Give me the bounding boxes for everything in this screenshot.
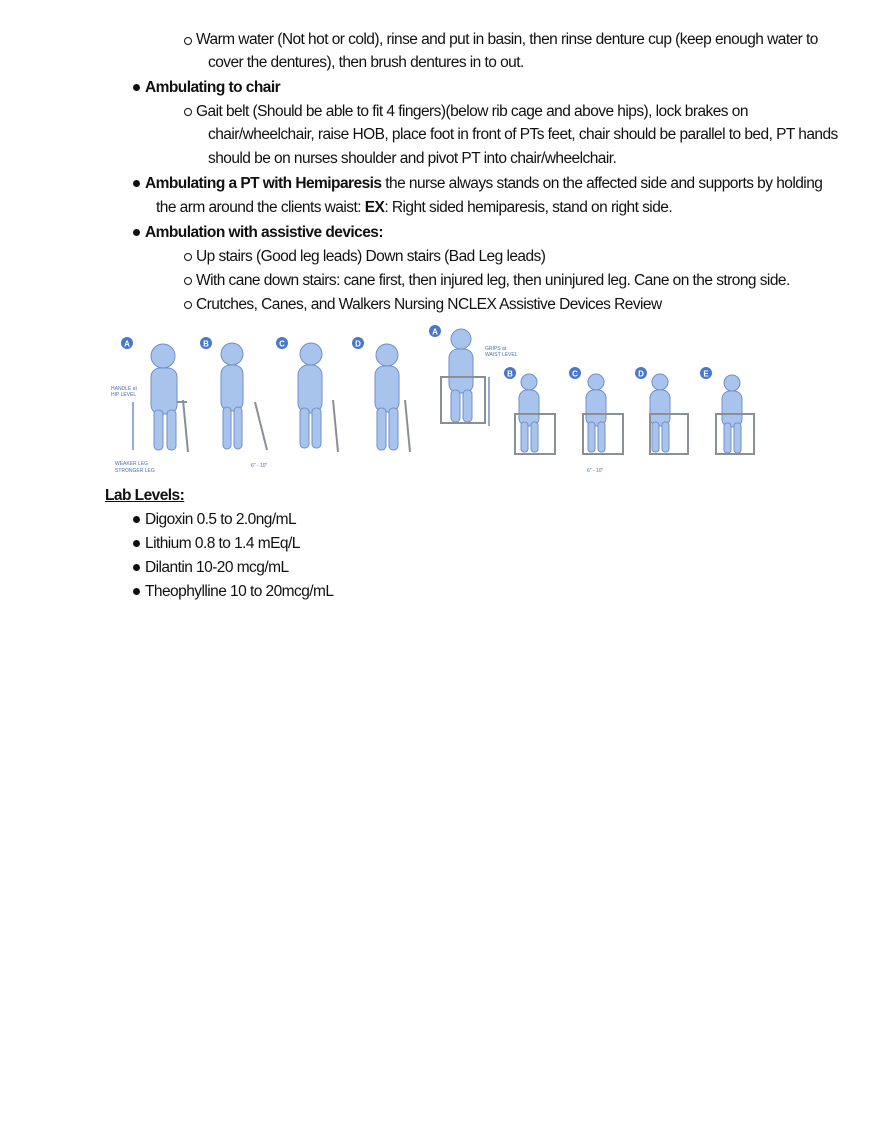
person-with-cane-icon [151, 344, 177, 450]
lab-item: Lithium 0.8 to 1.4 mEq/L [145, 535, 300, 552]
denture-text-line2: cover the dentures), then brush dentures in to out. [208, 54, 524, 71]
bullet-marker [133, 540, 140, 547]
cane-badge-d: D [355, 339, 361, 349]
hemiparesis-text2a: the arm around the clients waist: [156, 199, 365, 216]
ambulating-chair-line2: chair/wheelchair, raise HOB, place foot in front of PTs feet, chair should be parallel to bed, PT hands [208, 126, 838, 143]
walker-badge-c: C [572, 369, 578, 379]
bullet-marker [133, 564, 140, 571]
walker-distance-label: 6" - 10" [587, 468, 604, 474]
cane-illustration [111, 337, 410, 474]
hemiparesis-text2b: : Right sided hemiparesis, stand on right side. [384, 199, 673, 216]
walker-badge-e: E [703, 369, 709, 379]
cane-badge-b: B [203, 339, 209, 349]
assistive-item: Up stairs (Good leg leads) Down stairs (Bad Leg leads) [196, 248, 546, 265]
walker-badge-a: A [432, 327, 438, 337]
cane-badge-c: C [279, 339, 285, 349]
assistive-devices-illustration [105, 322, 765, 484]
walker-badge-d: D [638, 369, 644, 379]
person-with-walker-icon [449, 329, 473, 422]
lab-levels-heading: Lab Levels: [105, 487, 185, 504]
hemiparesis-text1: the nurse always stands on the affected side and supports by holding [381, 175, 823, 192]
weaker-leg-label: WEAKER LEG [115, 461, 149, 467]
stronger-leg-label: STRONGER LEG [115, 468, 155, 474]
sub-bullet-marker [184, 277, 192, 285]
person-with-cane-icon [298, 343, 322, 448]
assistive-item: Crutches, Canes, and Walkers Nursing NCLEX Assistive Devices Review [196, 296, 662, 313]
sub-bullet-marker [184, 253, 192, 261]
bullet-marker [133, 516, 140, 523]
denture-text-line1: Warm water (Not hot or cold), rinse and put in basin, then rinse denture cup (keep enough water to [196, 31, 818, 48]
person-with-cane-icon [221, 343, 243, 449]
assistive-item: With cane down stairs: cane first, then injured leg, then uninjured leg. Cane on the strong side. [196, 272, 790, 289]
bullet-marker [133, 229, 140, 236]
bullet-marker [133, 180, 140, 187]
assistive-heading: Ambulation with assistive devices: [145, 224, 383, 241]
grips-label-1: GRIPS at [485, 346, 507, 352]
handle-label-2: HIP LEVEL [111, 392, 137, 398]
handle-label-1: HANDLE at [111, 386, 137, 392]
lab-item: Digoxin 0.5 to 2.0ng/mL [145, 511, 297, 528]
bullet-marker [133, 84, 140, 91]
grips-label-2: WAIST LEVEL [485, 352, 518, 358]
bullet-marker [133, 588, 140, 595]
lab-item: Theophylline 10 to 20mcg/mL [145, 583, 334, 600]
sub-bullet-marker [184, 301, 192, 309]
hemiparesis-line2 [156, 196, 672, 220]
sub-bullet-marker [184, 108, 192, 116]
hemiparesis-heading: Ambulating a PT with Hemiparesis [145, 175, 382, 192]
walker-illustration [429, 325, 754, 474]
cane-badge-a: A [124, 339, 130, 349]
lab-item: Dilantin 10-20 mcg/mL [145, 559, 289, 576]
ambulating-chair-heading: Ambulating to chair [145, 79, 281, 96]
cane-distance-label: 6" - 10" [251, 463, 268, 469]
walker-badge-b: B [507, 369, 513, 379]
ambulating-chair-line1: Gait belt (Should be able to fit 4 fingers)(below rib cage and above hips), lock brakes on [196, 103, 748, 120]
ambulating-chair-line3: should be on nurses shoulder and pivot PT into chair/wheelchair. [208, 150, 617, 167]
hemiparesis-line1 [145, 172, 822, 196]
person-with-cane-icon [375, 344, 399, 450]
sub-bullet-marker [184, 37, 192, 45]
ex-label: EX [364, 199, 385, 216]
